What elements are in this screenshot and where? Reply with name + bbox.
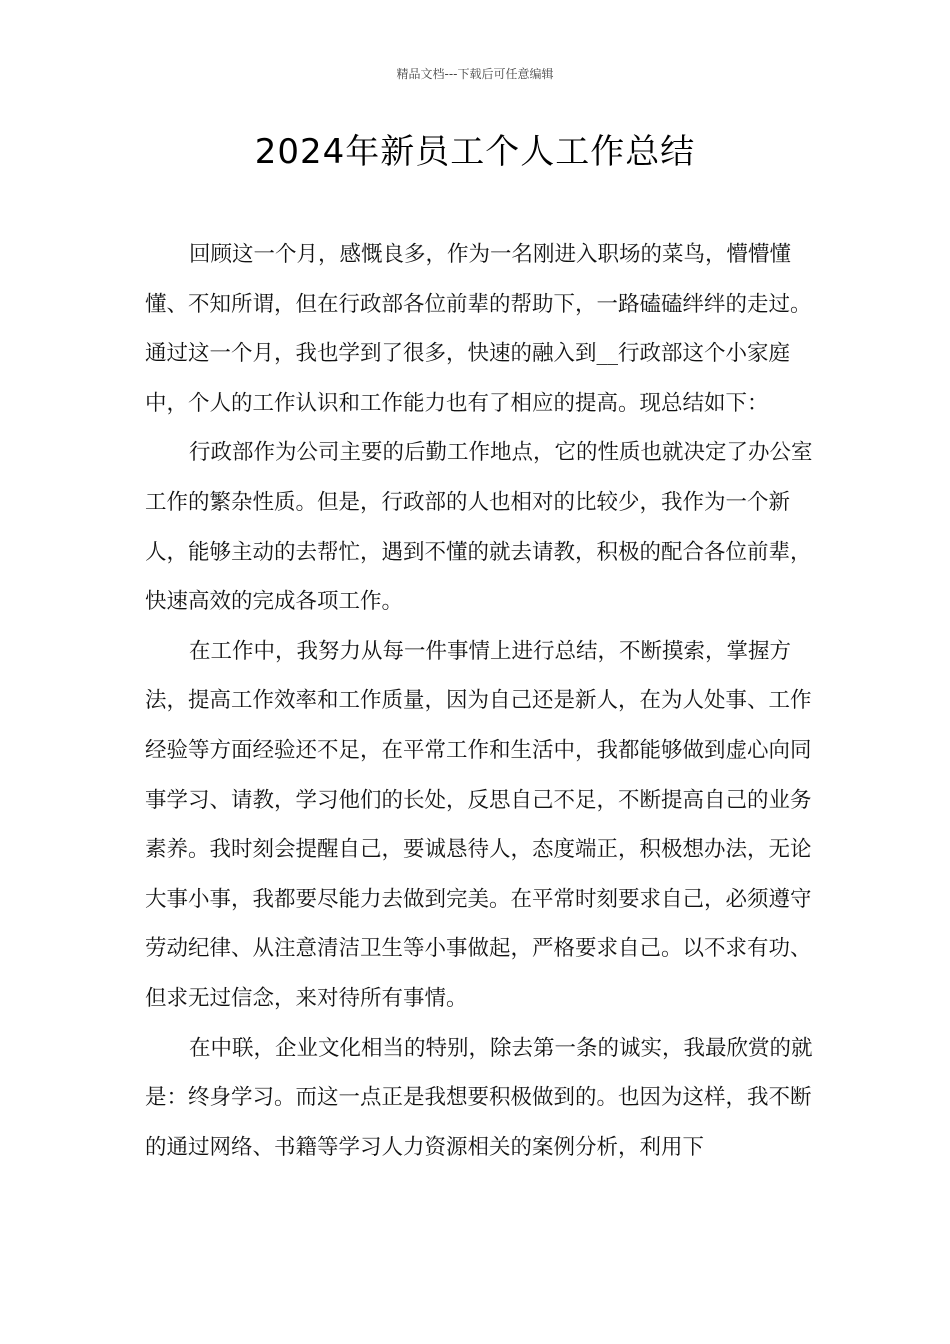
page-header: 精品文档---下载后可任意编辑 (396, 67, 554, 81)
paragraph-4: 在中联，企业文化相当的特别，除去第一条的诚实，我最欣赏的就是：终身学习。而这一点正是我想要积极做到的。也因为这样，我不断的通过网络、书籍等学习人力资源相关的案例分析，利用下 (145, 1035, 813, 1160)
paragraph-2: 行政部作为公司主要的后勤工作地点，它的性质也就决定了办公室工作的繁杂性质。但是，行政部的人也相对的比较少，我作为一个新人，能够主动的去帮忙，遇到不懂的就去请教，积极的配合各位前辈，快速高效的完成各项工作。 (145, 440, 813, 615)
document-body (145, 230, 825, 1172)
document-title: 2024年新员工个人工作总结 (254, 132, 696, 172)
paragraph-3: 在工作中，我努力从每一件事情上进行总结，不断摸索，掌握方法，提高工作效率和工作质量，因为自己还是新人，在为人处事、工作经验等方面经验还不足，在平常工作和生活中，我都能够做到虚心向同事学习、请教，学习他们的长处，反思自己不足，不断提高自己的业务素养。我时刻会提醒自己，要诚恳待人，态度端正，积极想办法，无论大事小事，我都要尽能力去做到完美。在平常时刻要求自己，必须遵守劳动纪律、从注意清洁卫生等小事做起，严格要求自己。以不求有功、但求无过信念，来对待所有事情。 (145, 638, 812, 1011)
paragraph-1: 回顾这一个月，感慨良多，作为一名刚进入职场的菜鸟，懵懵懂懂、不知所谓，但在行政部各位前辈的帮助下，一路磕磕绊绊的走过。通过这一个月，我也学到了很多，快速的融入到__行政部这个小家庭中，个人的工作认识和工作能力也有了相应的提高。现总结如下： (145, 242, 812, 416)
